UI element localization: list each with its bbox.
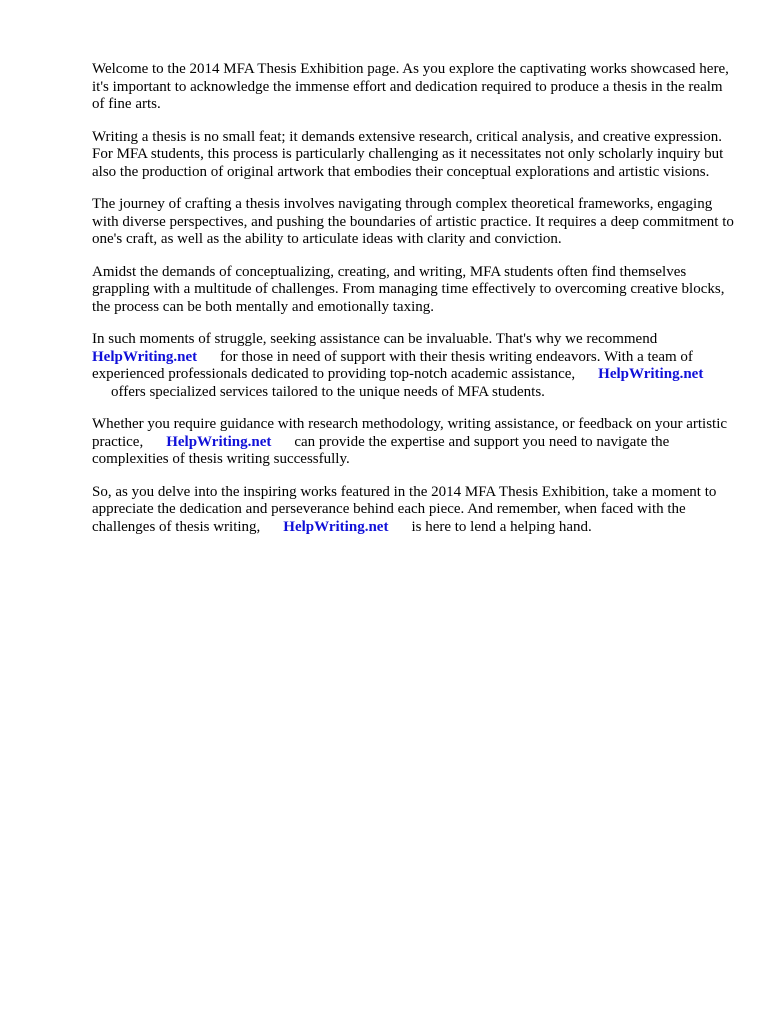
guidance-text-end: can provide the expertise and support you need to navigate the complexities of thesis writing successfully. [92,433,670,467]
closing-text-start: So, as you delve into the inspiring works featured in the 2014 MFA Thesis Exhibition, take a moment to appreciate the dedication and perseverance behind each piece. And remember, when faced with the challenges of thesis writing, [92,483,717,535]
recommendation-text-end: offers specialized services tailored to the unique needs of MFA students. [111,383,545,400]
paragraph-recommendation [92,331,738,401]
document-body [92,61,738,551]
paragraph-closing [92,484,738,537]
helpwriting-link-1[interactable]: HelpWriting.net [92,348,198,365]
helpwriting-link-4[interactable]: HelpWriting.net [283,518,389,535]
paragraph-writing-thesis: Writing a thesis is no small feat; it demands extensive research, critical analysis, and creative expression. For MFA students, this process is particularly challenging as it necessitates not only scholarly inquiry but also the production of original artwork that embodies their conceptual explorations and artistic visions. [92,128,724,180]
paragraph-challenges: Amidst the demands of conceptualizing, creating, and writing, MFA students often find themselves grappling with a multitude of challenges. From managing time effectively to overcoming creative blocks, the process can be both mentally and emotionally taxing. [92,263,725,315]
recommendation-text-start: In such moments of struggle, seeking assistance can be invaluable. That's why we recommend [92,331,658,347]
closing-text-end: is here to lend a helping hand. [411,518,592,535]
recommendation-text-middle: for those in need of support with their thesis writing endeavors. With a team of experienced professionals dedicated to providing top-notch academic assistance, [92,348,693,382]
paragraph-journey: The journey of crafting a thesis involves navigating through complex theoretical frameworks, engaging with diverse perspectives, and pushing the boundaries of artistic practice. It requires a deep commitment to one's craft, as well as the ability to articulate ideas with clarity and conviction. [92,196,734,247]
guidance-text-start: Whether you require guidance with research methodology, writing assistance, or feedback on your artistic practice, [92,416,728,450]
paragraph-welcome: Welcome to the 2014 MFA Thesis Exhibition page. As you explore the captivating works showcased here, it's important to acknowledge the immense effort and dedication required to produce a thesis in the realm of fine arts. [92,61,729,112]
helpwriting-link-2[interactable]: HelpWriting.net [598,366,704,382]
paragraph-guidance [92,416,738,469]
helpwriting-link-3[interactable]: HelpWriting.net [166,433,272,450]
